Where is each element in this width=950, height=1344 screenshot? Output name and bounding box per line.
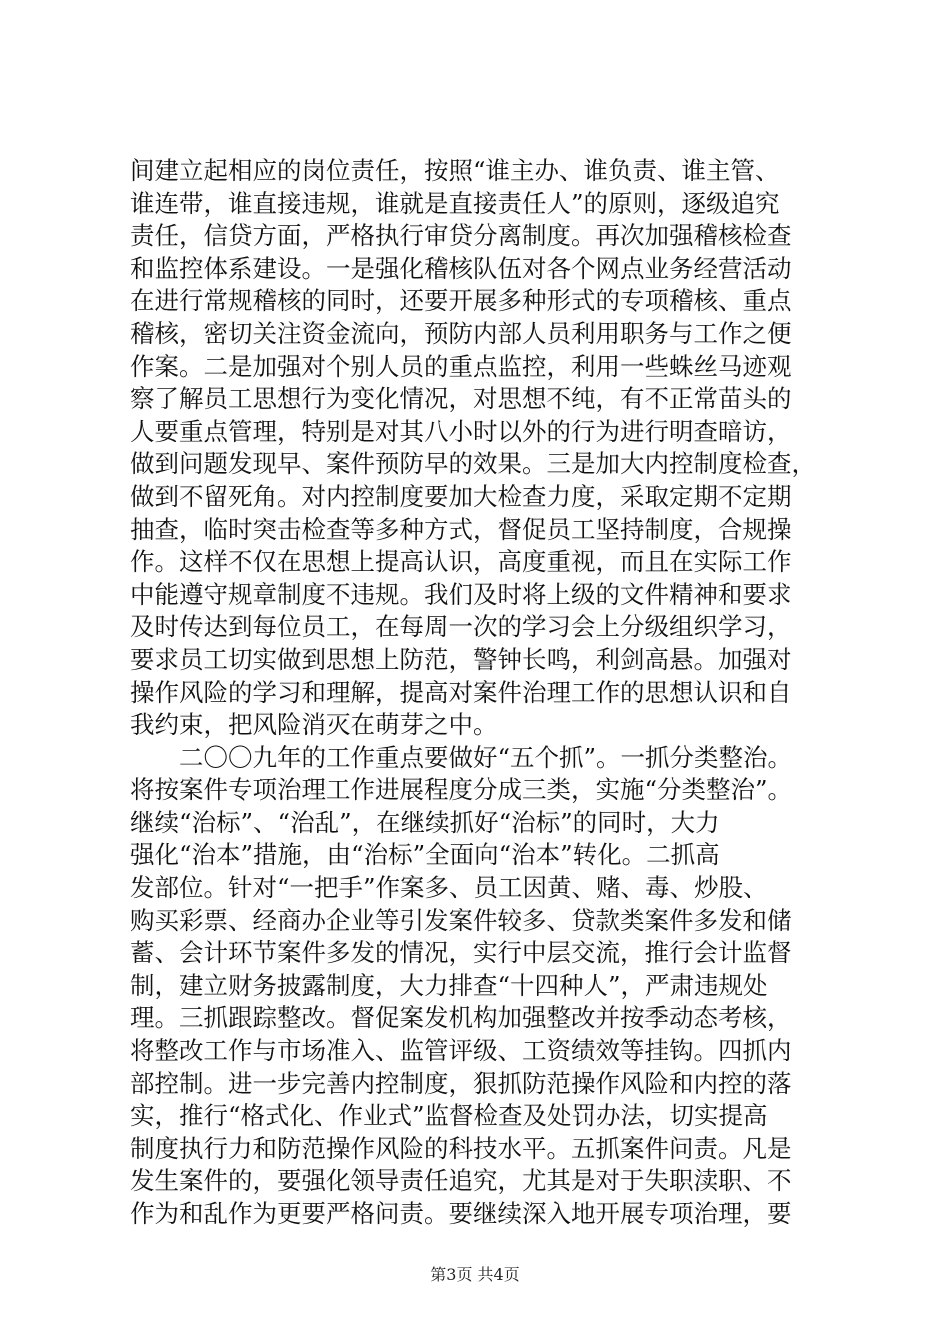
text-line: 要求员工切实做到思想上防范，警钟长鸣，利剑高悬。加强对	[130, 644, 792, 674]
page-footer: 第3页 共4页	[430, 1265, 520, 1284]
text-line: 做到不留死角。对内控制度要加大检查力度，采取定期不定期	[130, 481, 792, 511]
text-line: 作案。二是加强对个别人员的重点监控，利用一些蛛丝马迹观	[130, 351, 792, 381]
text-line: 部控制。进一步完善内控制度，狠抓防范操作风险和内控的落	[130, 1068, 792, 1098]
text-line: 实，推行“格式化、作业式”监督检查及处罚办法，切实提高	[130, 1101, 768, 1131]
text-line: 操作风险的学习和理解，提高对案件治理工作的思想认识和自	[130, 677, 792, 707]
text-line: 我约束，把风险消灭在萌芽之中。	[130, 710, 498, 740]
text-line: 和监控体系建设。一是强化稽核队伍对各个网点业务经营活动	[130, 253, 792, 283]
text-line: 发生案件的，要强化领导责任追究，尤其是对于失职渎职、不	[130, 1166, 792, 1196]
text-line: 做到问题发现早、案件预防早的效果。三是加大内控制度检查，	[130, 449, 816, 479]
body-text	[130, 155, 860, 1231]
text-line: 稽核，密切关注资金流向，预防内部人员利用职务与工作之便	[130, 318, 792, 348]
text-line: 制度执行力和防范操作风险的科技水平。五抓案件问责。凡是	[130, 1133, 792, 1163]
text-line: 责任，信贷方面，严格执行审贷分离制度。再次加强稽核检查	[130, 221, 792, 251]
text-line: 将按案件专项治理工作进展程度分成三类，实施“分类整治”。	[130, 775, 793, 805]
text-line: 作。这样不仅在思想上提高认识，高度重视，而且在实际工作	[130, 547, 792, 577]
text-line: 购买彩票、经商办企业等引发案件较多、贷款类案件多发和储	[130, 905, 792, 935]
text-line: 人要重点管理，特别是对其八小时以外的行为进行明查暗访，	[130, 416, 792, 446]
text-line: 发部位。针对“一把手”作案多、员工因黄、赌、毒、炒股、	[130, 873, 768, 903]
text-line: 中能遵守规章制度不违规。我们及时将上级的文件精神和要求	[130, 579, 792, 609]
text-line: 继续“治标”、“治乱”，在继续抓好“治标”的同时，大力	[130, 807, 720, 837]
text-line: 理。三抓跟踪整改。督促案发机构加强整改并按季动态考核，	[130, 1003, 792, 1033]
text-line: 在进行常规稽核的同时，还要开展多种形式的专项稽核、重点	[130, 286, 792, 316]
text-line: 蓄、会计环节案件多发的情况，实行中层交流，推行会计监督	[130, 938, 792, 968]
text-line: 察了解员工思想行为变化情况，对思想不纯，有不正常苗头的	[130, 384, 792, 414]
text-line: 间建立起相应的岗位责任，按照“谁主办、谁负责、谁主管、	[130, 156, 780, 185]
text-line: 及时传达到每位员工，在每周一次的学习会上分级组织学习，	[130, 612, 792, 642]
text-line: 将整改工作与市场准入、监管评级、工资绩效等挂钩。四抓内	[130, 1036, 792, 1066]
text-line: 谁连带，谁直接违规，谁就是直接责任人”的原则，逐级追究	[130, 188, 780, 218]
text-line: 制，建立财务披露制度，大力排查“十四种人”，严肃违规处	[130, 970, 768, 1000]
text-line: 作为和乱作为更要严格问责。要继续深入地开展专项治理，要	[130, 1199, 792, 1228]
text-line: 强化“治本”措施，由“治标”全面向“治本”转化。二抓高	[130, 840, 720, 870]
text-line: 二〇〇九年的工作重点要做好“五个抓”。一抓分类整治。	[130, 742, 793, 772]
text-line: 抽查，临时突击检查等多种方式，督促员工坚持制度，合规操	[130, 514, 792, 544]
